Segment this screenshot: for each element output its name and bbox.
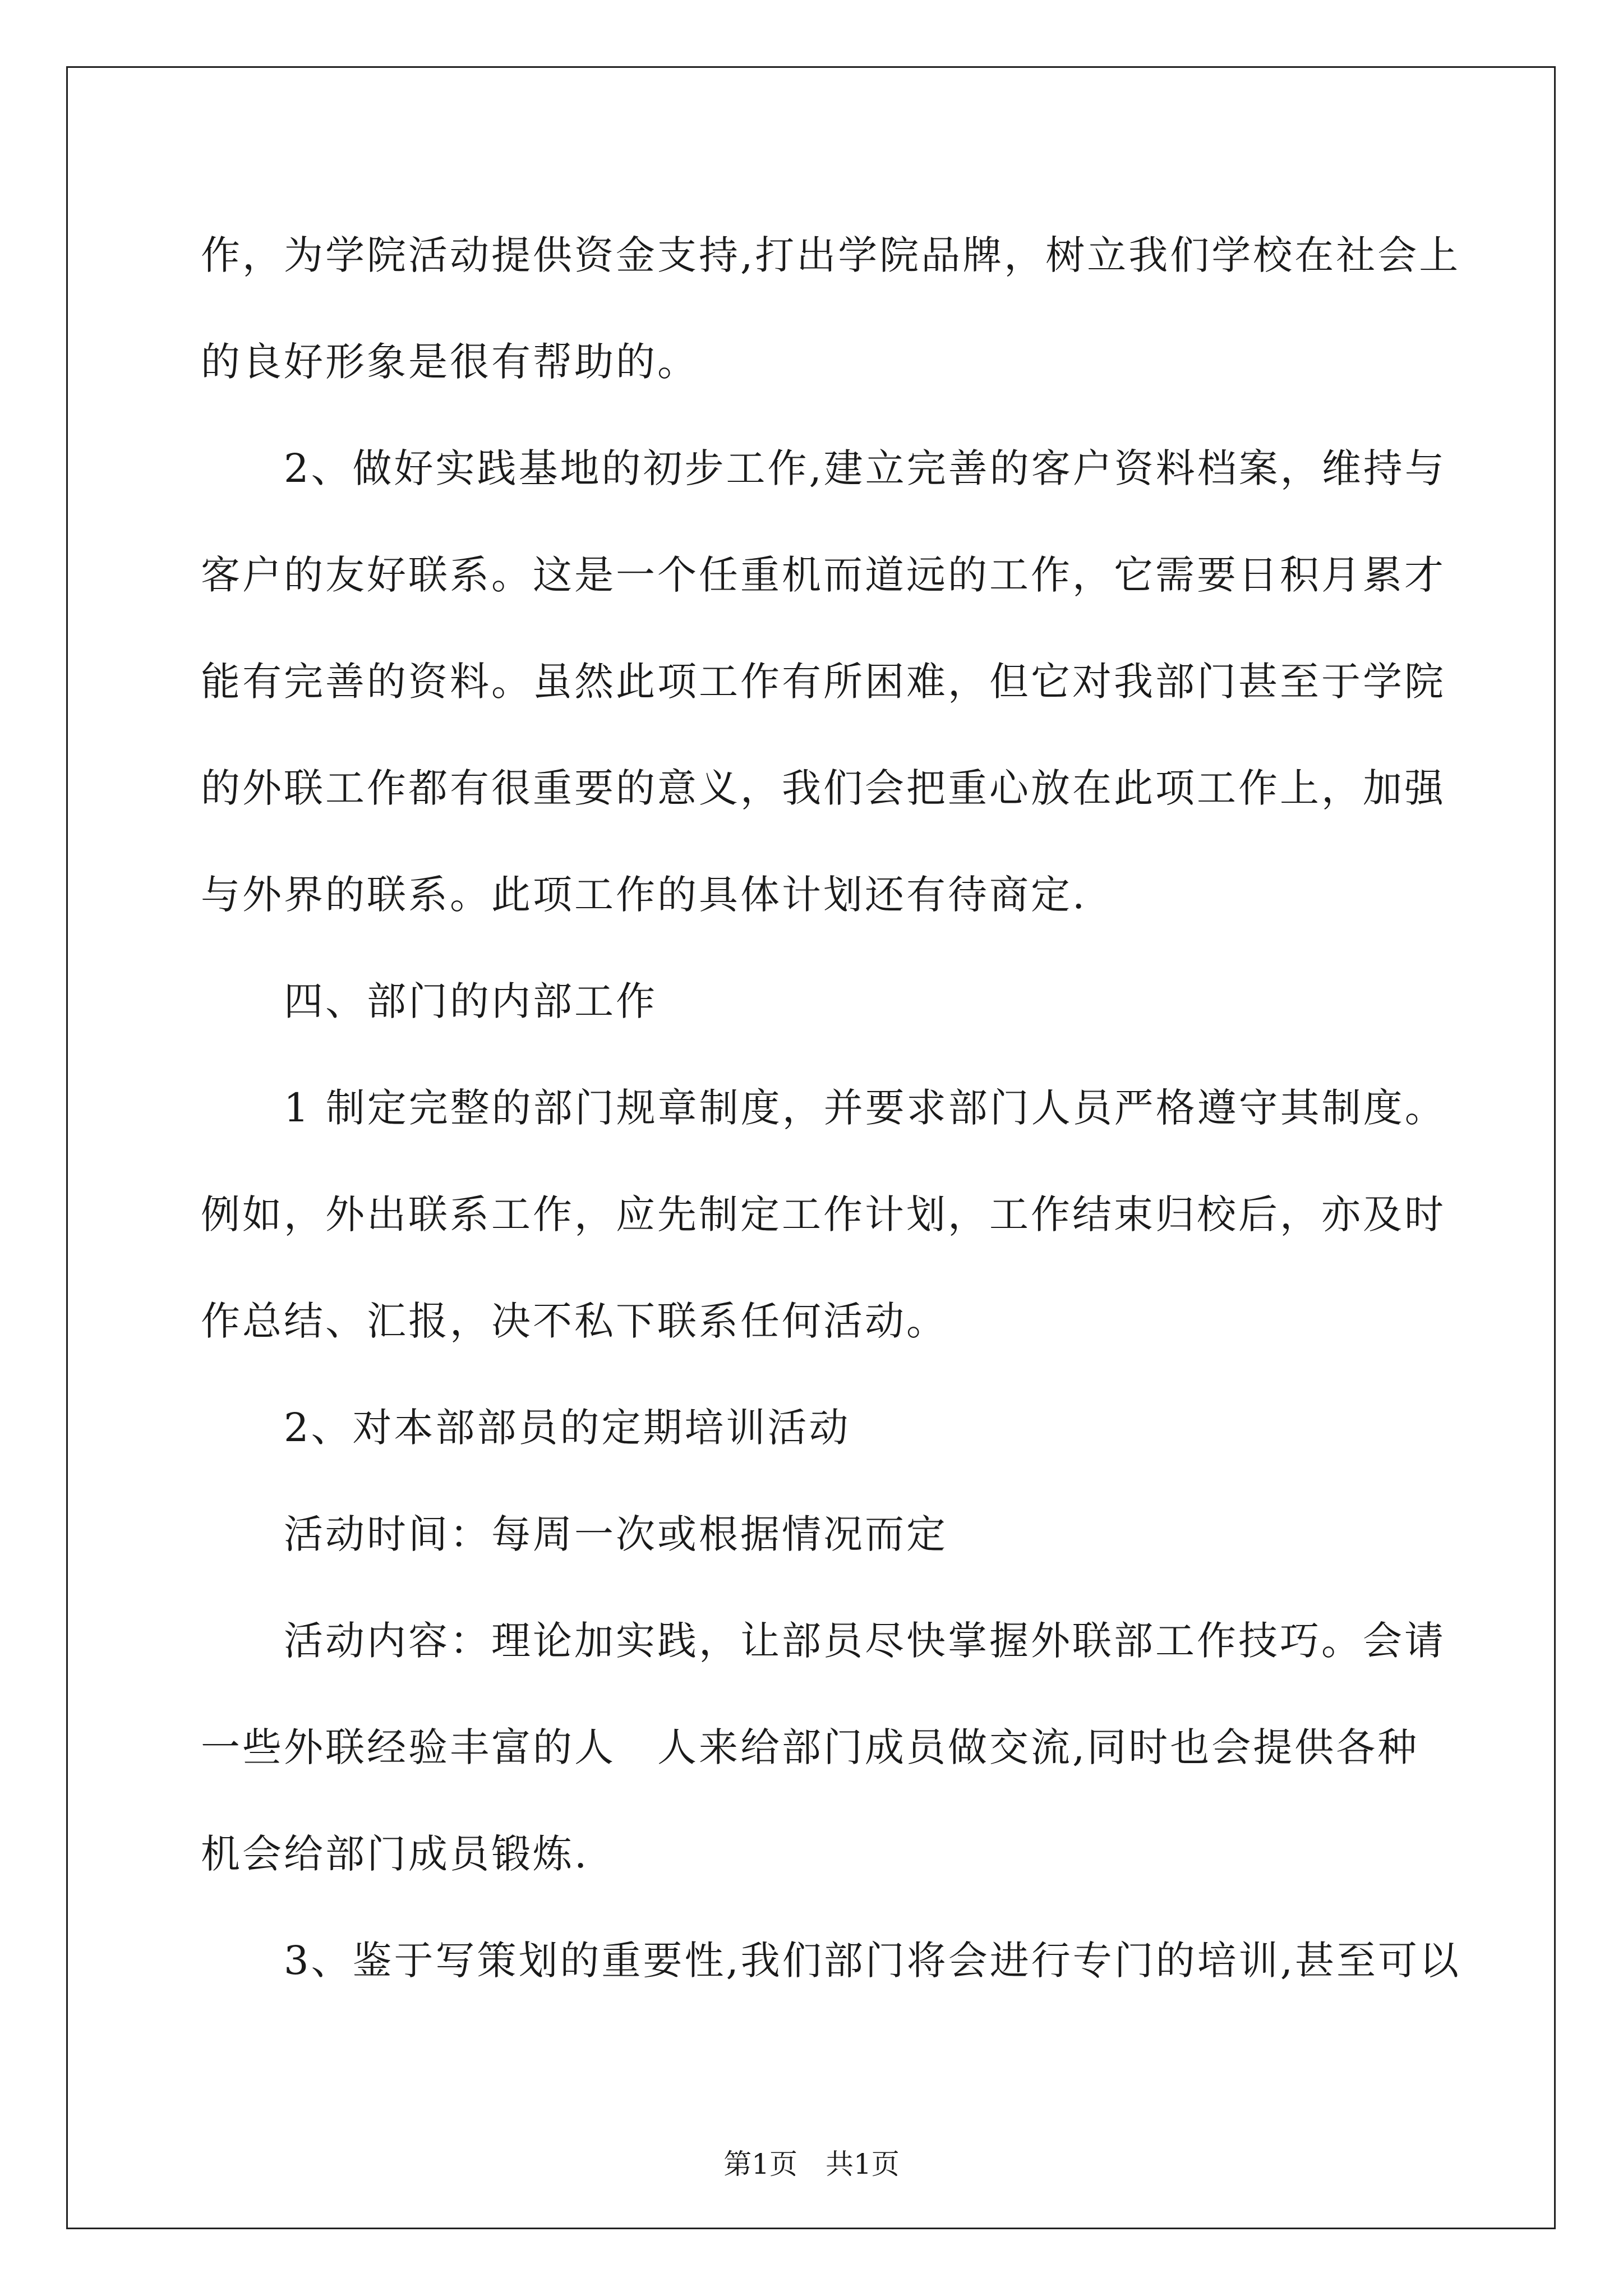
text-line: 例如，外出联系工作，应先制定工作计划，工作结束归校后，亦及时 (201, 1191, 1446, 1237)
text-line: 客户的友好联系。这是一个任重机而道远的工作，它需要日积月累才 (201, 552, 1446, 598)
text-line: 一些外联经验丰富的人 人来给部门成员做交流,同时也会提供各种 (201, 1724, 1419, 1770)
text-line: 与外界的联系。此项工作的具体计划还有待商定. (201, 872, 1087, 918)
text-line: 活动内容：理论加实践，让部员尽快掌握外联部工作技巧。会请 (201, 1618, 1446, 1664)
page-footer: 第1页 共1页 (723, 2148, 900, 2180)
text-line: 作，为学院活动提供资金支持,打出学院品牌，树立我们学校在社会上 (201, 232, 1461, 278)
text-line: 能有完善的资料。虽然此项工作有所困难，但它对我部门甚至于学院 (201, 659, 1446, 705)
page-border (66, 66, 1556, 2229)
text-line: 1 制定完整的部门规章制度，并要求部门人员严格遵守其制度。 (201, 1085, 1446, 1131)
text-line: 活动时间：每周一次或根据情况而定 (201, 1511, 948, 1557)
text-line: 机会给部门成员锻炼. (201, 1831, 589, 1877)
text-line: 2、做好实践基地的初步工作,建立完善的客户资料档案，维持与 (201, 445, 1446, 491)
text-line: 3、鉴于写策划的重要性,我们部门将会进行专门的培训,甚至可以 (201, 1938, 1461, 1984)
text-line: 的外联工作都有很重要的意义，我们会把重心放在此项工作上，加强 (201, 765, 1446, 811)
text-line: 2、对本部部员的定期培训活动 (201, 1405, 851, 1451)
text-line: 作总结、汇报，决不私下联系任何活动。 (201, 1298, 948, 1344)
text-line: 的良好形象是很有帮助的。 (201, 339, 699, 385)
section-heading: 四、部门的内部工作 (201, 978, 657, 1024)
